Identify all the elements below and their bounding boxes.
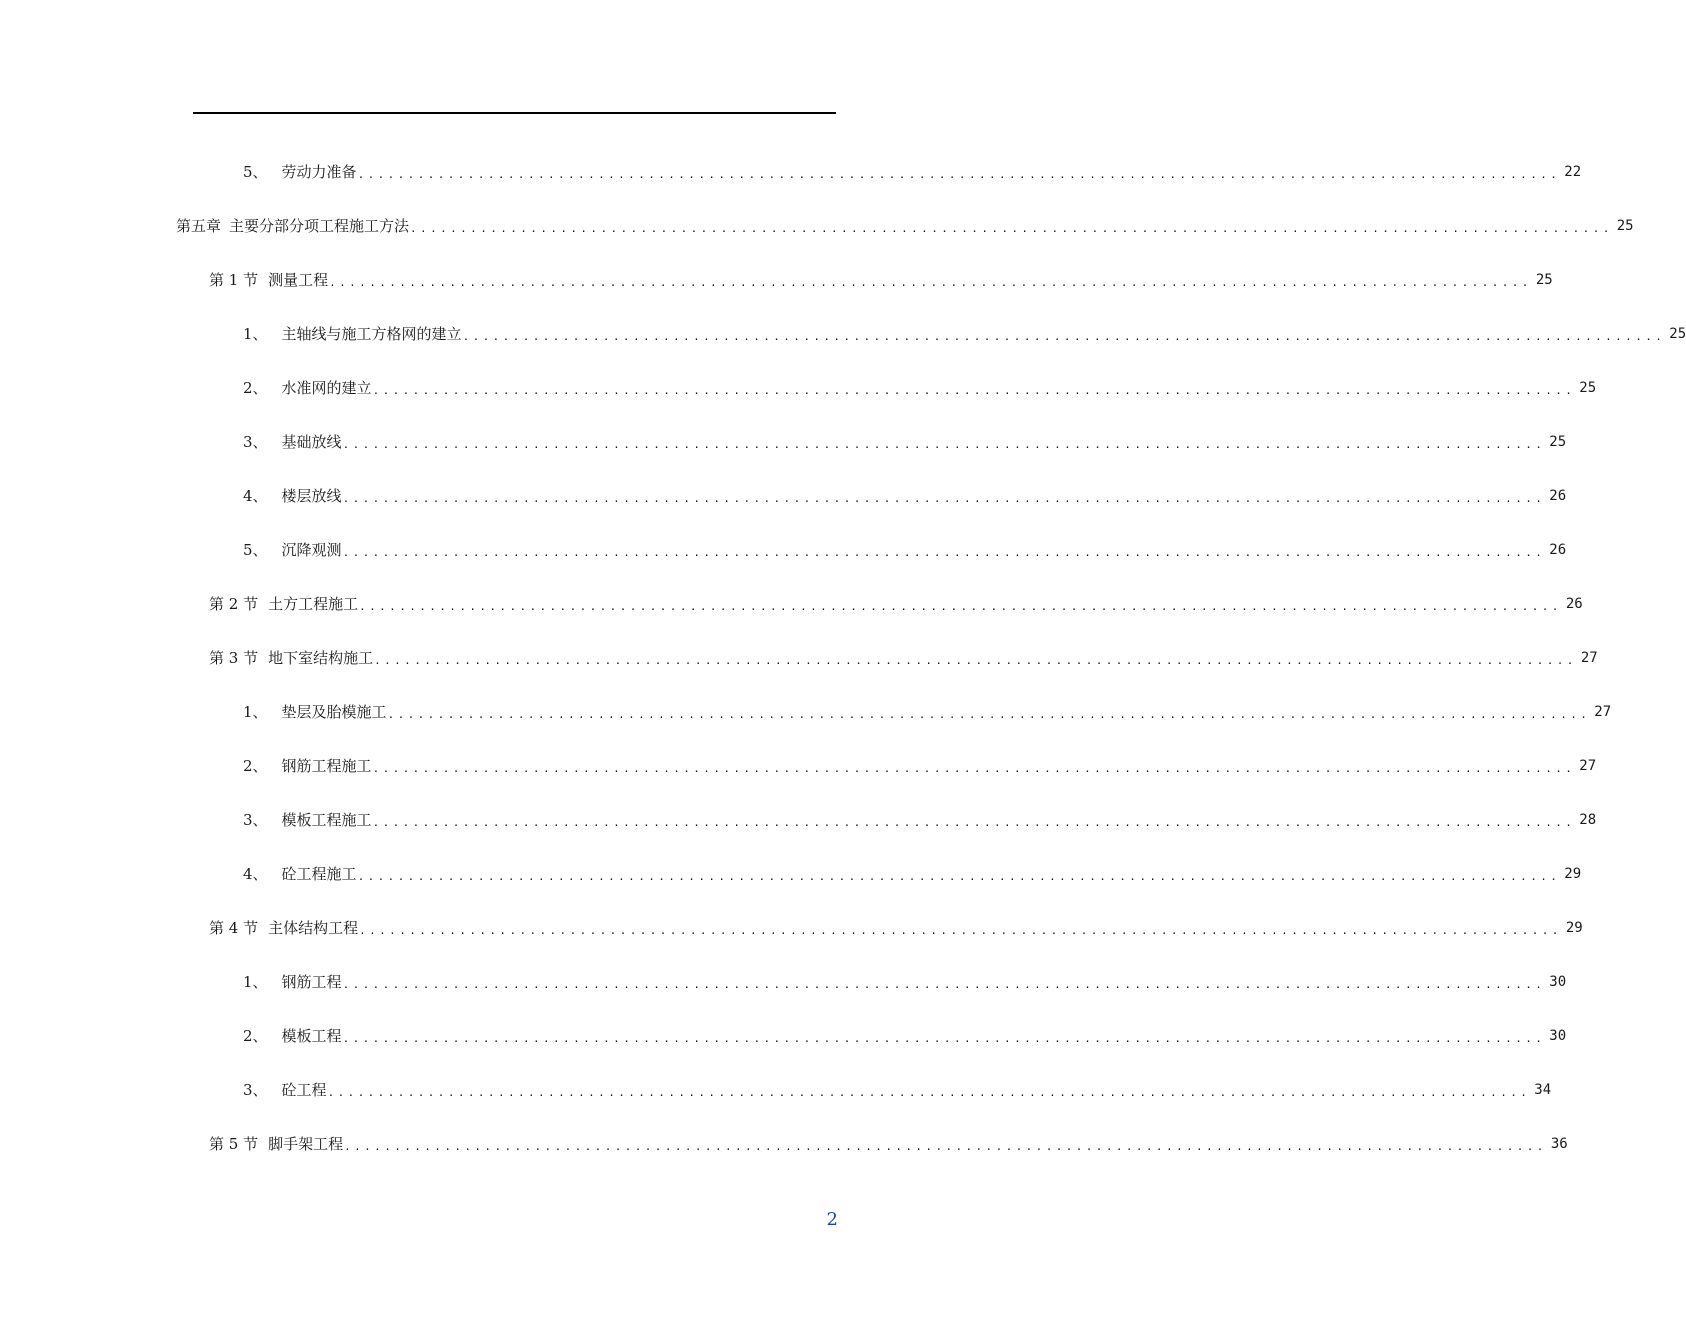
toc-entry-page: 34 <box>1534 1082 1552 1098</box>
toc-entry-page: 27 <box>1579 758 1597 774</box>
toc-entry-page: 30 <box>1549 1028 1567 1044</box>
toc-entry-number: 3、 <box>243 433 268 451</box>
toc-entry-item[interactable] <box>243 754 1597 778</box>
toc-entry-item[interactable] <box>243 430 1567 454</box>
page-number: 2 <box>826 1209 838 1230</box>
toc-entry-page: 29 <box>1564 866 1582 882</box>
toc-dot-leader: ........................................................................................................................ <box>342 492 1546 505</box>
toc-entry-item[interactable] <box>243 970 1567 994</box>
toc-entry-number: 2、 <box>243 757 268 775</box>
toc-entry-title: 脚手架工程 <box>268 1135 344 1153</box>
toc-entry-section[interactable] <box>209 268 1553 292</box>
toc-entry-page: 26 <box>1549 488 1567 504</box>
toc-entry-page: 25 <box>1616 218 1634 234</box>
toc-entry-item[interactable] <box>243 160 1582 184</box>
toc-entry-number: 3、 <box>243 811 268 829</box>
toc-entry-page: 29 <box>1565 920 1583 936</box>
toc-entry-title: 砼工程施工 <box>281 865 357 883</box>
toc-dot-leader: ........................................................................................................................ <box>359 924 1562 937</box>
toc-entry-section[interactable] <box>209 646 1598 670</box>
toc-entry-title: 模板工程 <box>281 1027 342 1045</box>
toc-entry-item[interactable] <box>243 862 1582 886</box>
toc-entry-item[interactable] <box>243 538 1567 562</box>
toc-entry-number: 第 1 节 <box>209 271 259 289</box>
toc-dot-leader: ........................................................................................................................ <box>327 1086 1531 1099</box>
toc-entry-page: 25 <box>1549 434 1567 450</box>
toc-dot-leader: ........................................................................................................................ <box>387 708 1591 721</box>
toc-entry-number: 第 4 节 <box>209 919 259 937</box>
toc-entry-number: 5、 <box>243 163 268 181</box>
toc-entry-number: 第 2 节 <box>209 595 259 613</box>
toc-dot-leader: ........................................................................................................................ <box>359 600 1562 613</box>
toc-entry-title: 垫层及胎模施工 <box>281 703 387 721</box>
toc-entry-page: 30 <box>1549 974 1567 990</box>
toc-entry-item[interactable] <box>243 484 1567 508</box>
toc-entry-page: 36 <box>1550 1136 1568 1152</box>
toc-entry-number: 1、 <box>243 325 268 343</box>
toc-entry-chapter[interactable] <box>176 214 1634 238</box>
toc-entry-page: 27 <box>1594 704 1612 720</box>
toc-entry-title: 基础放线 <box>281 433 342 451</box>
toc-entry-title: 砼工程 <box>281 1081 327 1099</box>
toc-entry-title: 楼层放线 <box>281 487 342 505</box>
toc-entry-number: 4、 <box>243 865 268 883</box>
toc-entry-page: 25 <box>1579 380 1597 396</box>
toc-entry-number: 1、 <box>243 973 268 991</box>
toc-dot-leader: ........................................................................................................................ <box>410 222 1613 235</box>
toc-entry-item[interactable] <box>243 700 1612 724</box>
toc-entry-title: 地下室结构施工 <box>268 649 374 667</box>
toc-dot-leader: ........................................................................................................................ <box>342 1032 1546 1045</box>
toc-dot-leader: ........................................................................................................................ <box>372 384 1576 397</box>
toc-entry-page: 26 <box>1549 542 1567 558</box>
toc-entry-number: 4、 <box>243 487 268 505</box>
toc-dot-leader: ........................................................................................................................ <box>357 870 1561 883</box>
toc-entry-title: 钢筋工程施工 <box>281 757 372 775</box>
toc-entry-title: 主轴线与施工方格网的建立 <box>281 325 462 343</box>
toc-entry-page: 27 <box>1580 650 1598 666</box>
toc-entry-title: 测量工程 <box>268 271 329 289</box>
toc-entry-title: 主体结构工程 <box>268 919 359 937</box>
toc-entry-item[interactable] <box>243 1078 1552 1102</box>
toc-entry-page: 25 <box>1535 272 1553 288</box>
toc-entry-number: 第 5 节 <box>209 1135 259 1153</box>
toc-dot-leader: ........................................................................................................................ <box>372 762 1576 775</box>
toc-entry-item[interactable] <box>243 1024 1567 1048</box>
toc-entry-number: 2、 <box>243 1027 268 1045</box>
toc-entry-page: 26 <box>1565 596 1583 612</box>
toc-entry-title: 劳动力准备 <box>281 163 357 181</box>
toc-dot-leader: ........................................................................................................................ <box>357 168 1561 181</box>
toc-entry-title: 主要分部分项工程施工方法 <box>229 217 410 235</box>
toc-entry-item[interactable] <box>243 376 1597 400</box>
toc-entry-title: 模板工程施工 <box>281 811 372 829</box>
toc-entry-title: 沉降观测 <box>281 541 342 559</box>
toc-dot-leader: ........................................................................................................................ <box>342 978 1546 991</box>
toc-dot-leader: ........................................................................................................................ <box>344 1140 1547 1153</box>
toc-entry-number: 1、 <box>243 703 268 721</box>
toc-entry-section[interactable] <box>209 916 1583 940</box>
toc-entry-number: 2、 <box>243 379 268 397</box>
toc-entry-page: 25 <box>1669 326 1686 342</box>
toc-entry-number: 3、 <box>243 1081 268 1099</box>
toc-entry-title: 土方工程施工 <box>268 595 359 613</box>
toc-dot-leader: ........................................................................................................................ <box>329 276 1532 289</box>
toc-entry-title: 钢筋工程 <box>281 973 342 991</box>
toc-dot-leader: ........................................................................................................................ <box>462 330 1666 343</box>
toc-entry-page: 22 <box>1564 164 1582 180</box>
toc-entry-page: 28 <box>1579 812 1597 828</box>
toc-entry-item[interactable] <box>243 808 1597 832</box>
toc-entry-title: 水准网的建立 <box>281 379 372 397</box>
toc-entry-number: 5、 <box>243 541 268 559</box>
toc-entry-item[interactable] <box>243 322 1686 346</box>
toc-dot-leader: ........................................................................................................................ <box>342 438 1546 451</box>
toc-dot-leader: ........................................................................................................................ <box>342 546 1546 559</box>
toc-entry-section[interactable] <box>209 592 1583 616</box>
toc-dot-leader: ........................................................................................................................ <box>374 654 1577 667</box>
toc-dot-leader: ........................................................................................................................ <box>372 816 1576 829</box>
toc-entry-number: 第五章 <box>176 217 222 235</box>
toc-entry-section[interactable] <box>209 1132 1568 1156</box>
toc-entry-number: 第 3 节 <box>209 649 259 667</box>
